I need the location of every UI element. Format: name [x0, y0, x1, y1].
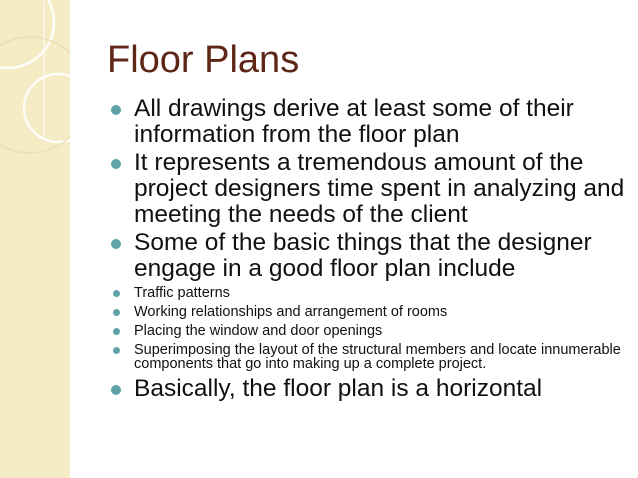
slide-title: Floor Plans — [107, 39, 300, 81]
bullet-text: Basically, the floor plan is a horizontal — [134, 375, 543, 402]
bullet-item — [110, 230, 625, 282]
bullet-dot-icon — [111, 239, 121, 249]
bullet-text: All drawings derive at least some of their information from the floor plan — [134, 95, 574, 148]
bullet-dot-icon — [111, 159, 121, 169]
bullet-dot-icon — [113, 328, 120, 335]
bullet-item — [110, 150, 625, 228]
sub-bullet-text: Superimposing the layout of the structural members and locate innumerable components that go into making up a complete project. — [134, 342, 621, 372]
sub-bullet-text: Traffic patterns — [134, 285, 230, 301]
sub-bullet-text: Working relationships and arrangement of rooms — [134, 304, 448, 320]
bullet-text: It represents a tremendous amount of the project designers time spent in analyzing and meeting the needs of the client — [134, 149, 625, 228]
bullet-list — [110, 96, 625, 402]
bullet-dot-icon — [113, 309, 120, 316]
sub-bullet-item — [110, 286, 625, 300]
bullet-item-cut-off — [110, 376, 625, 402]
bullet-dot-icon — [111, 105, 121, 115]
sub-bullet-item — [110, 324, 625, 338]
decorative-circles — [0, 0, 70, 478]
bullet-item — [110, 96, 625, 148]
decorative-side-strip — [0, 0, 70, 478]
bullet-dot-icon — [113, 347, 120, 354]
sub-bullet-item — [110, 343, 625, 371]
bullet-text: Some of the basic things that the designer engage in a good floor plan include — [134, 229, 592, 282]
sub-bullet-text: Placing the window and door openings — [134, 323, 383, 339]
bullet-dot-icon — [111, 385, 121, 395]
sub-bullet-item — [110, 305, 625, 319]
bullet-dot-icon — [113, 290, 120, 297]
